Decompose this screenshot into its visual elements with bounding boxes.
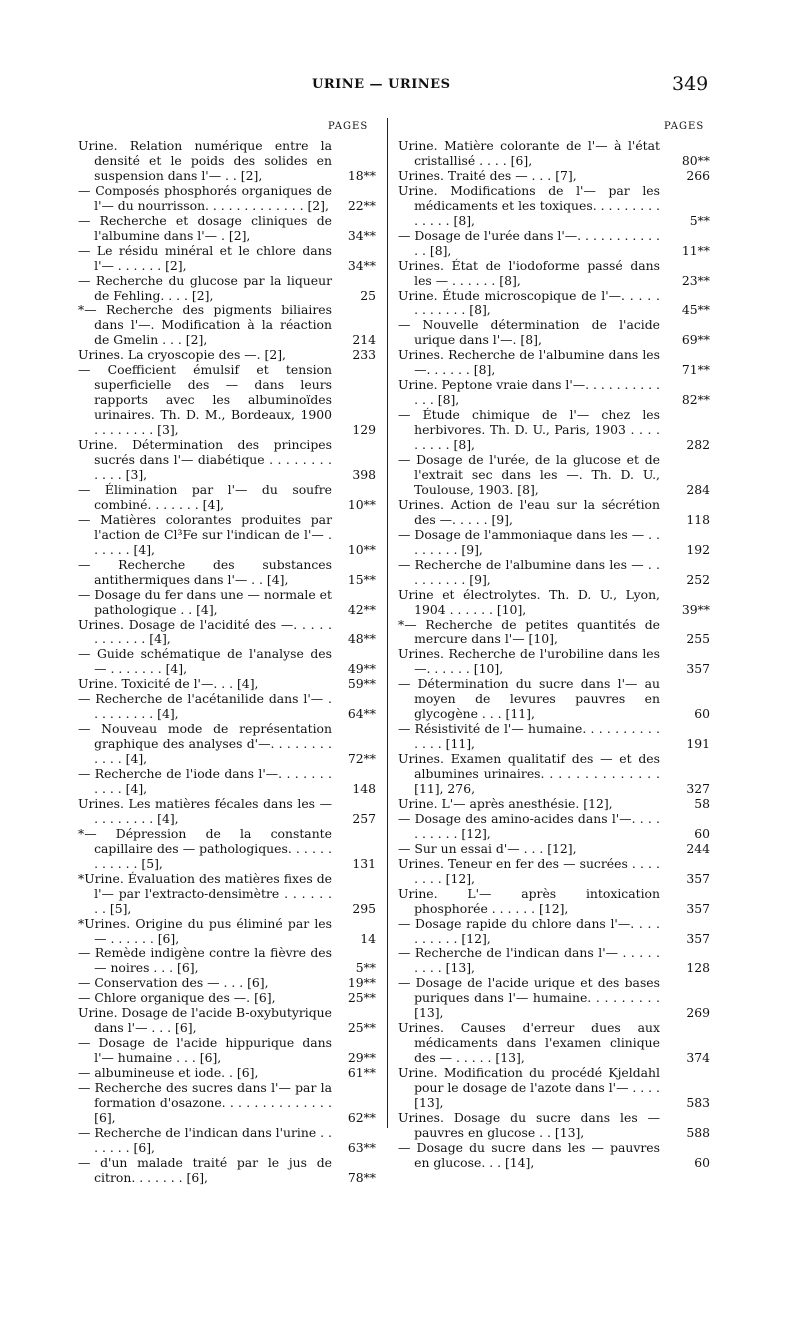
index-entry	[398, 1021, 710, 1066]
index-entry	[78, 1126, 376, 1156]
entry-text: Urines. La cryoscopie des —. [2],	[78, 347, 286, 363]
entry-page: 244	[686, 840, 710, 856]
entry-page: 357	[686, 870, 710, 886]
index-entry	[78, 1006, 376, 1036]
index-entry	[398, 887, 710, 917]
entry-text: — Recherche et dosage cliniques de l'albumine dans l'— . [2],	[78, 212, 332, 243]
index-entry	[398, 528, 710, 558]
entry-text: — Composés phosphorés organiques de l'— du nourrisson. . . . . . . . . . . . . [2],	[78, 182, 332, 213]
index-entry	[78, 722, 376, 767]
index-entry	[398, 408, 710, 453]
entry-page: 295	[352, 900, 376, 916]
entry-page: 357	[686, 900, 710, 916]
index-entry	[78, 348, 376, 363]
index-entry	[398, 797, 710, 812]
entry-page: 42**	[347, 601, 376, 617]
running-header	[0, 73, 800, 97]
entry-page: 25**	[347, 990, 376, 1006]
index-entry	[78, 991, 376, 1006]
index-entry	[398, 1141, 710, 1171]
entry-text: *— Recherche des pigments biliaires dans l'—. Modification à la réaction de Gmelin . . . [2],	[78, 302, 332, 348]
entry-text: — Dosage de l'acide urique et des bases puriques dans l'— humaine. . . . . . . . . [13],	[398, 975, 660, 1021]
entry-text: Urine. Détermination des principes sucrés dans l'— diabétique . . . . . . . . . . . . [3],	[78, 437, 332, 482]
entry-page: 25**	[347, 1020, 376, 1036]
index-entry	[78, 1081, 376, 1126]
entry-page: 357	[686, 930, 710, 946]
index-entry	[398, 588, 710, 618]
index-entry	[398, 558, 710, 588]
entry-text: — Coefficient émulsif et tension superficielle des — dans leurs rapports avec les albuminoïdes urinaires. Th. D. M., Bordeaux, 1900 . . . . . . . . [3],	[78, 362, 332, 438]
index-entry	[78, 946, 376, 976]
entry-text: — Recherche de l'iode dans l'—. . . . . . . . . . . [4],	[78, 766, 332, 796]
entry-text: *— Recherche de petites quantités de mercure dans l'— [10],	[398, 616, 660, 647]
entry-page: 61**	[347, 1065, 376, 1081]
index-entry	[78, 513, 376, 558]
entry-text: Urines. Causes d'erreur dues aux médicaments dans l'examen clinique des — . . . . . [13],	[398, 1020, 660, 1066]
entry-page: 284	[686, 481, 710, 497]
index-entry	[398, 976, 710, 1021]
index-entry	[398, 857, 710, 887]
index-entry	[398, 812, 710, 842]
entry-text: Urines. Examen qualitatif des — et des albumines urinaires. . . . . . . . . . . . . . [11], 276,	[398, 751, 660, 796]
entry-page: 62**	[347, 1109, 376, 1125]
entry-text: Urine. L'— après intoxication phosphorée . . . . . . [12],	[398, 885, 660, 916]
entry-text: — Le résidu minéral et le chlore dans l'— . . . . . . [2],	[78, 242, 332, 273]
entry-page: 131	[352, 855, 376, 871]
index-entry	[398, 169, 710, 184]
entry-text: — Matières colorantes produites par l'action de Cl³Fe sur l'indican de l'— . . . . . . [4],	[78, 511, 332, 557]
entry-text: Urine. Modifications de l'— par les médicaments et les toxiques. . . . . . . . . . . . . . [8],	[398, 182, 660, 228]
index-entry	[78, 647, 376, 677]
entry-page: 60	[694, 1154, 710, 1170]
index-entry	[78, 558, 376, 588]
entry-page: 192	[686, 541, 710, 557]
entry-page: 5**	[355, 960, 376, 976]
entry-text: — Recherche du glucose par la liqueur de Fehling. . . . [2],	[78, 272, 332, 303]
index-entry	[78, 1036, 376, 1066]
entry-text: Urine. Dosage de l'acide B-oxybutyrique dans l'— . . . [6],	[78, 1005, 332, 1036]
index-entry	[78, 1156, 376, 1186]
index-entry	[78, 214, 376, 244]
entry-text: — Dosage de l'ammoniaque dans les — . . . . . . . . [9],	[398, 526, 660, 557]
entry-text: — Sur un essai d'— . . . [12],	[398, 840, 577, 856]
index-entry	[78, 872, 376, 917]
entry-page: 48**	[347, 631, 376, 647]
entry-text: — Dosage de l'urée, de la glucose et de l'extrait sec dans les —. Th. D. U., Toulouse, 1903. [8],	[398, 452, 660, 497]
entry-page: 14	[360, 930, 376, 946]
right-pages-header: PAGES	[664, 121, 705, 132]
index-entry	[398, 378, 710, 408]
entry-page: 588	[686, 1124, 710, 1140]
right-index-column	[398, 139, 710, 1171]
index-entry	[78, 677, 376, 692]
entry-page: 45**	[681, 302, 710, 318]
entry-page: 129	[352, 422, 376, 438]
index-entry	[398, 318, 710, 348]
entry-page: 59**	[347, 676, 376, 692]
entry-page: 25	[360, 287, 376, 303]
entry-page: 10**	[347, 541, 376, 557]
entry-page: 11**	[681, 242, 710, 258]
entry-text: — Remède indigène contre la fièvre des — noires . . . [6],	[78, 945, 332, 976]
index-entry	[398, 453, 710, 498]
entry-text: — Élimination par l'— du soufre combiné. . . . . . . [4],	[78, 481, 332, 512]
entry-text: Urine. Relation numérique entre la densité et le poids des solides en suspension dans l'— . . [2],	[78, 138, 332, 183]
index-entry	[78, 244, 376, 274]
index-entry	[78, 139, 376, 184]
column-divider	[387, 118, 388, 1128]
index-entry	[78, 618, 376, 648]
entry-text: Urine. L'— après anesthésie. [12],	[398, 795, 613, 811]
index-entry	[78, 797, 376, 827]
entry-page: 60	[694, 706, 710, 722]
entry-page: 19**	[347, 975, 376, 991]
entry-text: Urines. Action de l'eau sur la sécrétion des —. . . . . [9],	[398, 496, 660, 527]
entry-page: 72**	[347, 751, 376, 767]
index-entry	[78, 917, 376, 947]
entry-page: 191	[686, 736, 710, 752]
entry-page: 69**	[681, 332, 710, 348]
entry-text: Urine. Modification du procédé Kjeldahl pour le dosage de l'azote dans l'— . . . . [13],	[398, 1065, 660, 1110]
entry-text: *— Dépression de la constante capillaire des — pathologiques. . . . . . . . . . . . [5],	[78, 825, 332, 871]
index-entry	[78, 827, 376, 872]
index-entry	[398, 722, 710, 752]
index-entry	[398, 842, 710, 857]
entry-text: — Recherche de l'acétanilide dans l'— . . . . . . . . . [4],	[78, 691, 332, 722]
entry-text: — Dosage du fer dans une — normale et pathologique . . [4],	[78, 586, 332, 617]
index-entry	[398, 289, 710, 319]
entry-page: 63**	[347, 1139, 376, 1155]
index-entry	[398, 946, 710, 976]
entry-page: 78**	[347, 1169, 376, 1185]
entry-page: 39**	[681, 601, 710, 617]
entry-text: Urine. Toxicité de l'—. . . [4],	[78, 676, 259, 692]
entry-text: Urines. Teneur en fer des — sucrées . . . . . . . . [12],	[398, 855, 660, 886]
index-entry	[398, 498, 710, 528]
entry-page: 34**	[347, 257, 376, 273]
entry-text: Urines. Recherche de l'albumine dans les —. . . . . . [8],	[398, 347, 660, 378]
entry-text: — Nouvelle détermination de l'acide urique dans l'—. [8],	[398, 317, 660, 348]
entry-text: Urines. État de l'iodoforme passé dans les — . . . . . . [8],	[398, 257, 660, 288]
entry-page: 255	[686, 631, 710, 647]
index-entry	[78, 767, 376, 797]
entry-text: Urines. Recherche de l'urobiline dans les —. . . . . . [10],	[398, 646, 660, 677]
entry-text: — Détermination du sucre dans l'— au moyen de levures pauvres en glycogène . . . [11],	[398, 676, 660, 722]
index-entry	[78, 1066, 376, 1081]
entry-page: 34**	[347, 227, 376, 243]
entry-page: 118	[686, 511, 710, 527]
index-entry	[78, 303, 376, 348]
entry-page: 128	[686, 960, 710, 976]
entry-text: — d'un malade traité par le jus de citron. . . . . . . [6],	[78, 1154, 332, 1185]
index-entry	[78, 184, 376, 214]
entry-text: — Conservation des — . . . [6],	[78, 975, 269, 991]
entry-text: — albumineuse et iode. . [6],	[78, 1065, 259, 1081]
entry-page: 374	[686, 1050, 710, 1066]
index-entry	[78, 438, 376, 483]
index-entry	[78, 274, 376, 304]
entry-page: 71**	[681, 362, 710, 378]
entry-text: Urine. Peptone vraie dans l'—. . . . . . . . . . . . . [8],	[398, 377, 660, 408]
entry-text: Urine. Étude microscopique de l'—. . . . . . . . . . . . [8],	[398, 287, 660, 318]
entry-text: — Recherche des sucres dans l'— par la formation d'osazone. . . . . . . . . . . . . . [6],	[78, 1080, 332, 1125]
index-entry	[78, 363, 376, 438]
entry-page: 18**	[347, 167, 376, 183]
entry-page: 64**	[347, 706, 376, 722]
entry-page: 60	[694, 825, 710, 841]
entry-page: 583	[686, 1095, 710, 1110]
entry-text: — Guide schématique de l'analyse des — . . . . . . . [4],	[78, 646, 332, 677]
index-entry	[78, 976, 376, 991]
page-number: 349	[672, 73, 709, 95]
index-entry	[78, 483, 376, 513]
entry-text: Urines. Dosage du sucre dans les — pauvres en glucose . . [13],	[398, 1109, 660, 1140]
entry-text: — Dosage de l'acide hippurique dans l'— humaine . . . [6],	[78, 1035, 332, 1066]
index-entry	[78, 588, 376, 618]
entry-page: 214	[352, 332, 376, 348]
index-entry	[398, 647, 710, 677]
entry-page: 49**	[347, 661, 376, 677]
index-entry	[398, 1066, 710, 1111]
entry-page: 357	[686, 661, 710, 677]
left-pages-header: PAGES	[328, 121, 369, 132]
entry-page: 282	[686, 437, 710, 453]
entry-text: — Dosage du sucre dans les — pauvres en glucose. . . [14],	[398, 1139, 660, 1170]
entry-page: 23**	[681, 272, 710, 288]
entry-page: 15**	[347, 571, 376, 587]
entry-text: — Recherche des substances antithermiques dans l'— . . [4],	[78, 556, 332, 587]
entry-text: Urines. Les matières fécales dans les — . . . . . . . . [4],	[78, 795, 332, 826]
index-entry	[398, 184, 710, 229]
entry-page: 80**	[681, 152, 710, 168]
index-entry	[398, 1111, 710, 1141]
entry-page: 22**	[347, 197, 376, 213]
index-entry	[78, 692, 376, 722]
index-entry	[398, 618, 710, 648]
entry-text: — Chlore organique des —. [6],	[78, 990, 276, 1006]
entry-text: — Recherche de l'indican dans l'urine . . . . . . . [6],	[78, 1124, 332, 1155]
index-entry	[398, 917, 710, 947]
entry-page: 148	[352, 780, 376, 796]
index-entry	[398, 752, 710, 797]
entry-page: 266	[686, 167, 710, 183]
left-index-column	[78, 139, 376, 1186]
entry-page: 29**	[347, 1050, 376, 1066]
entry-text: — Dosage de l'urée dans l'—. . . . . . . . . . . . . [8],	[398, 227, 660, 258]
entry-text: Urines. Traité des — . . . [7],	[398, 167, 577, 183]
entry-text: *Urines. Origine du pus éliminé par les — . . . . . . [6],	[78, 915, 332, 946]
entry-page: 233	[352, 347, 376, 363]
entry-page: 327	[686, 780, 710, 796]
entry-text: Urine. Matière colorante de l'— à l'état cristallisé . . . . [6],	[398, 138, 660, 168]
entry-text: — Résistivité de l'— humaine. . . . . . . . . . . . . . [11],	[398, 721, 660, 752]
index-entry	[398, 677, 710, 722]
entry-text: — Dosage des amino-acides dans l'—. . . . . . . . . . [12],	[398, 810, 660, 841]
entry-text: Urines. Dosage de l'acidité des —. . . . . . . . . . . . [4],	[78, 616, 332, 647]
index-entry	[398, 139, 710, 169]
entry-text: — Recherche de l'indican dans l'— . . . . . . . . . [13],	[398, 945, 660, 976]
entry-text: — Recherche de l'albumine dans les — . . . . . . . . . [9],	[398, 556, 660, 587]
entry-text: *Urine. Évaluation des matières fixes de l'— par l'extracto-densimètre . . . . . . . . [5],	[78, 870, 332, 916]
entry-page: 252	[686, 571, 710, 587]
entry-page: 82**	[681, 392, 710, 408]
index-entry	[398, 348, 710, 378]
entry-page: 58	[694, 795, 710, 811]
index-entry	[398, 259, 710, 289]
entry-page: 5**	[689, 212, 710, 228]
entry-text: — Nouveau mode de représentation graphique des analyses d'—. . . . . . . . . . . . [4],	[78, 721, 332, 767]
running-title: URINE — URINES	[312, 77, 451, 92]
entry-text: Urine et électrolytes. Th. D. U., Lyon, 1904 . . . . . . [10],	[398, 586, 660, 617]
entry-text: — Étude chimique de l'— chez les herbivores. Th. D. U., Paris, 1903 . . . . . . . . . [8],	[398, 407, 660, 453]
index-entry	[398, 229, 710, 259]
entry-page: 398	[352, 466, 376, 482]
entry-text: — Dosage rapide du chlore dans l'—. . . . . . . . . . [12],	[398, 915, 660, 946]
entry-page: 257	[352, 810, 376, 826]
entry-page: 269	[686, 1005, 710, 1021]
entry-page: 10**	[347, 496, 376, 512]
